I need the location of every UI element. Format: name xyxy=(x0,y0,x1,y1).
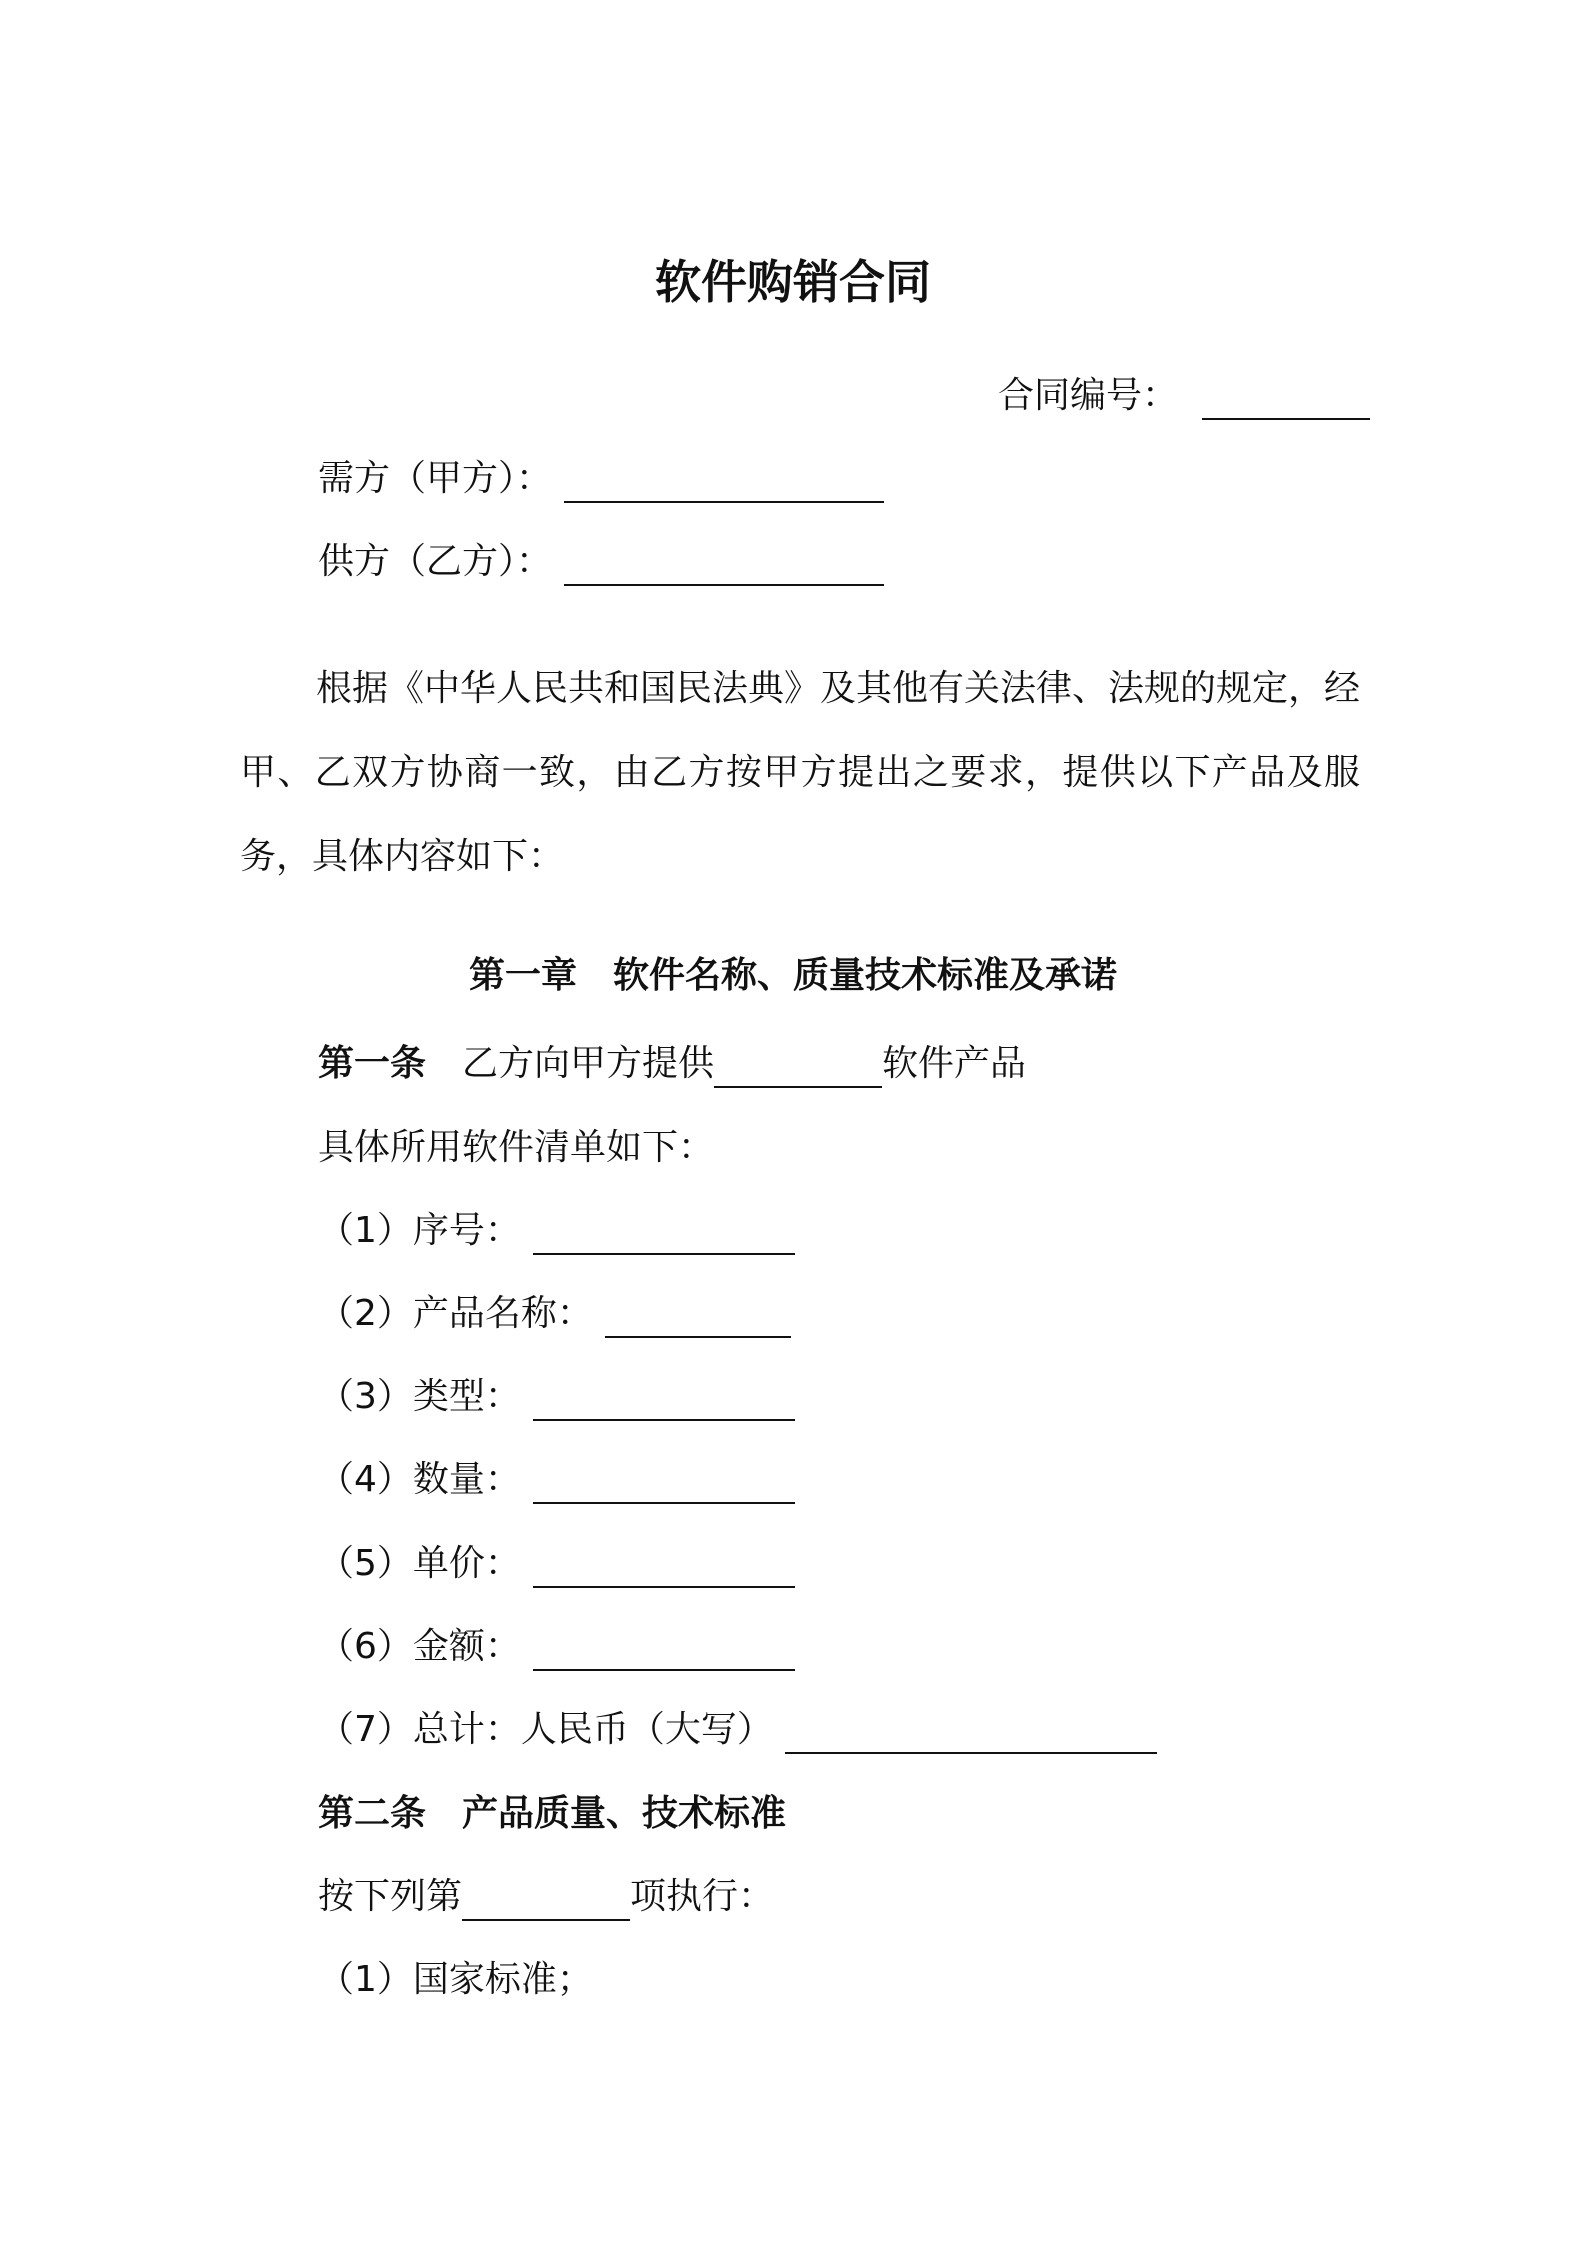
list-item-quantity xyxy=(318,1456,795,1504)
contract-number-blank[interactable] xyxy=(1202,378,1370,420)
list-item-label: （6）金额： xyxy=(318,1626,521,1667)
article-2-number: 第二条 xyxy=(318,1793,427,1834)
list-item-label: （2）产品名称： xyxy=(318,1293,593,1334)
article-2-title: 产品质量、技术标准 xyxy=(462,1793,787,1834)
list-item-label: （7）总计：人民币（大写） xyxy=(318,1709,773,1750)
unit-price-blank[interactable] xyxy=(533,1546,795,1588)
standard-item-blank[interactable] xyxy=(462,1879,630,1921)
preamble-paragraph: 根据《中华人民共和国民法典》及其他有关法律、法规的规定，经甲、乙双方协商一致，由乙方按甲方提出之要求，提供以下产品及服务，具体内容如下： xyxy=(240,668,1361,877)
type-blank[interactable] xyxy=(533,1379,795,1421)
serial-blank[interactable] xyxy=(533,1213,795,1255)
list-item-amount xyxy=(318,1623,795,1671)
total-rmb-blank[interactable] xyxy=(785,1712,1157,1754)
list-item-total xyxy=(318,1706,1157,1754)
buyer-label: 需方（甲方）： xyxy=(318,458,553,499)
list-item-product-name xyxy=(318,1290,791,1338)
document-title: 软件购销合同 xyxy=(655,255,931,309)
software-product-blank[interactable] xyxy=(714,1046,882,1088)
quantity-blank[interactable] xyxy=(533,1462,795,1504)
buyer-row xyxy=(318,455,884,503)
article-1-row xyxy=(318,1040,1026,1088)
standard-option-national: （1）国家标准； xyxy=(318,1959,593,2000)
list-item-unit-price xyxy=(318,1540,795,1588)
article-2-text-after: 项执行： xyxy=(630,1876,775,1917)
list-item-label: （4）数量： xyxy=(318,1459,521,1500)
seller-blank[interactable] xyxy=(564,544,884,586)
article-2-standard-row xyxy=(318,1873,774,1921)
buyer-blank[interactable] xyxy=(564,461,884,503)
list-item-label: （5）单价： xyxy=(318,1543,521,1584)
contract-number-row xyxy=(998,372,1370,420)
article-2-row xyxy=(318,1790,786,1838)
seller-row xyxy=(318,538,884,586)
article-1-text-after: 软件产品 xyxy=(882,1043,1027,1084)
list-item-label: （3）类型： xyxy=(318,1376,521,1417)
list-item-type xyxy=(318,1373,795,1421)
software-list-intro: 具体所用软件清单如下： xyxy=(318,1127,715,1168)
article-1-number: 第一条 xyxy=(318,1043,427,1084)
list-item-serial xyxy=(318,1207,795,1255)
contract-number-label: 合同编号： xyxy=(998,375,1179,416)
product-name-blank[interactable] xyxy=(605,1296,791,1338)
chapter-1-heading: 第一章 软件名称、质量技术标准及承诺 xyxy=(468,955,1117,996)
list-item-label: （1）序号： xyxy=(318,1210,521,1251)
seller-label: 供方（乙方）： xyxy=(318,541,553,582)
article-2-text-before: 按下列第 xyxy=(318,1876,463,1917)
amount-blank[interactable] xyxy=(533,1629,795,1671)
article-1-text-before: 乙方向甲方提供 xyxy=(462,1043,715,1084)
